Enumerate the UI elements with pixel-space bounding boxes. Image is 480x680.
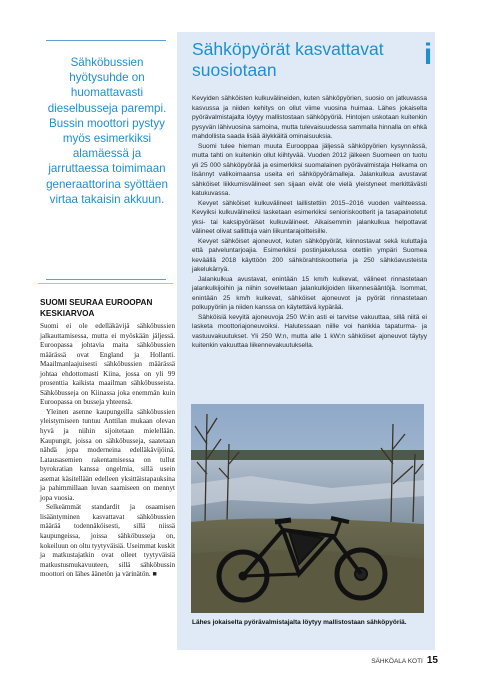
article-subheading: SUOMI SEURAA EUROOPAN KESKIARVOA [40,298,153,318]
panel-body [192,94,427,351]
ebike-photo [191,404,424,613]
page-number: 15 [426,655,438,666]
ebike-photo-illustration [191,404,424,613]
panel-paragraph: Kevyet sähköiset ajoneuvot, kuten sähköpyörät, kiinnostavat sekä kuluttajia että palveluntarjoajia. Esimerkiksi postinjakelussa otettiin ympäri Suomea keväällä 2018 käyttöön 200 sähkörahtiskootteria ja 250 sähköavusteista jakelukärryä. [192,237,427,273]
page-footer [371,655,438,666]
pullquote: Sähköbussien hyötysuhde on huomattavasti dieselbusseja parempi. Bussin moottori pystyy myös esimerkiksi alamäessä ja jarruttaessa toimimaan generaattorina syöttäen virtaa takaisin akkuun. [46,56,168,206]
panel-title: Sähköpyörät kasvattavat suosiotaan [192,39,384,80]
photo-caption: Lähes jokaiselta pyörävalmistajalta löytyy mallistostaan sähköpyöriä. [192,619,407,626]
panel-paragraph: Kevyet sähköiset kulkuvälineet laillistettiin 2015–2016 vuoden vaihteessa. Kevyiksi kulkuvälineiksi lasketaan esimerkiksi senioriskootterit ja tasapainotetut yksi- tai kaksipyöräiset kulkuvälineet. Aikaisemmin jalankulkua helpottavat välineet olivat sallittuja vain liikuntarajoitteisille. [192,199,427,235]
panel-paragraph: Suomi tulee hieman muuta Eurooppaa jäljessä sähköpyörien kysynnässä, mutta tahti on kuitenkin ollut kiihtyvää. Vuoden 2012 jälkeen Suomeen on tuotu yli 25 000 sähköpyörää ja esimerkiksi suomalainen pyörävalmistaja Helkama on lisännyt valikoimaansa useita eri sähköpyörämalleja. Jalankulkua avustavat sähköiset liikkumisvälineet sen sijaan eivät ole vielä yleistyneet merkittävästi katukuvassa. [192,142,427,197]
publication-name: SÄHKÖALA KOTI [371,658,423,665]
panel-paragraph: Jalankulkua avustavat, enintään 15 km/h kulkevat, välineet rinnastetaan jalankulkijoihin ja niihin sovelletaan jalankulkijoiden liikennesääntöjä. Isommat, enintään 25 km/h kulkevat, sähköiset ajoneuvot ja pyörät rinnastetaan polkupyöriin ja niiden kanssa on käytettävä kypärää. [192,275,427,311]
body-paragraph: Suomi ei ole edelläkävijä sähköbussien jalkauttamisessa, mutta ei myöskään jäljessä. Euroopassa johtavia maita sähköbussien määrässä ovat England ja Hollanti. Maailmanlaajuisesti sähköbussien määrässä johtaa ehdottomasti Kiina, jossa on yli 99 prosenttia kaikista maailman sähköbusseista. Sähköbusseja on Kiinassa joka enemmän kuin Euroopassa on busseja yhteensä. [40,322,175,407]
panel-paragraph: Kevyiden sähköisten kulkuvälineiden, kuten sähköpyörien, suosio on jatkuvassa kasvussa ja niiden kehitys on ollut viime vuosina huimaa. Lähes jokaiselta pyörävalmistajalta löytyy mallistostaan sähköpyöriä. Hintojen uskotaan kuitenkin pysyvän lähivuosina samoina, mutta tulevaisuudessa sammalla hinnalla on ehkä mahdollista saada lisää älykkäitä ominaisuuksia. [192,95,427,140]
panel-paragraph: Sähköisiä kevyitä ajoneuvoja 250 W:iin asti ei tarvitse vakuuttaa, sillä niitä ei lasketa moottoriajoneuvoiksi. Halutessaan niille voi hankkia tapaturma- ja vastuuvakuutukset. Yli 250 W:n, mutta alle 1 kW:n sähköiset ajoneuvot täytyy kuitenkin vakuuttaa liikennevakuutuksella. [192,313,427,349]
body-paragraph: Yleinen asenne kaupungeilla sähköbussien yleistymiseen tuntuu Anttilan mukaan olevan hyvä ja niihin sijoitetaan mielellään. Kaupungit, joissa on sähköbusseja, saatetaan nähdä jopa moderneina edelläkävijöinä. Latausasemien rakentamisessa on tullut byrokratian kanssa ongelmia, sillä usein asemat käsitellään edelleen yksittäistapauksina ja pahimmillaan luvan saamiseen on mennyt jopa vuosia. [40,407,175,502]
article-body-left [40,322,175,580]
body-paragraph: Selkeämmät standardit ja osaamisen lisääntyminen kasvattavat sähköbussien määrää todennäköisesti, sillä niissä kaupungeissa, joissa sähköbusseja on, kokeiluun on oltu tyytyväisiä. Useimmat kuskit ja matkustajatkin ovat olleet tyytyväisiä matkustusmukavuuteen, sillä sähköbussin moottori on lähes äänetön ja värinätön. ■ [40,503,175,579]
info-icon: i [423,38,433,71]
column-divider [38,283,173,284]
